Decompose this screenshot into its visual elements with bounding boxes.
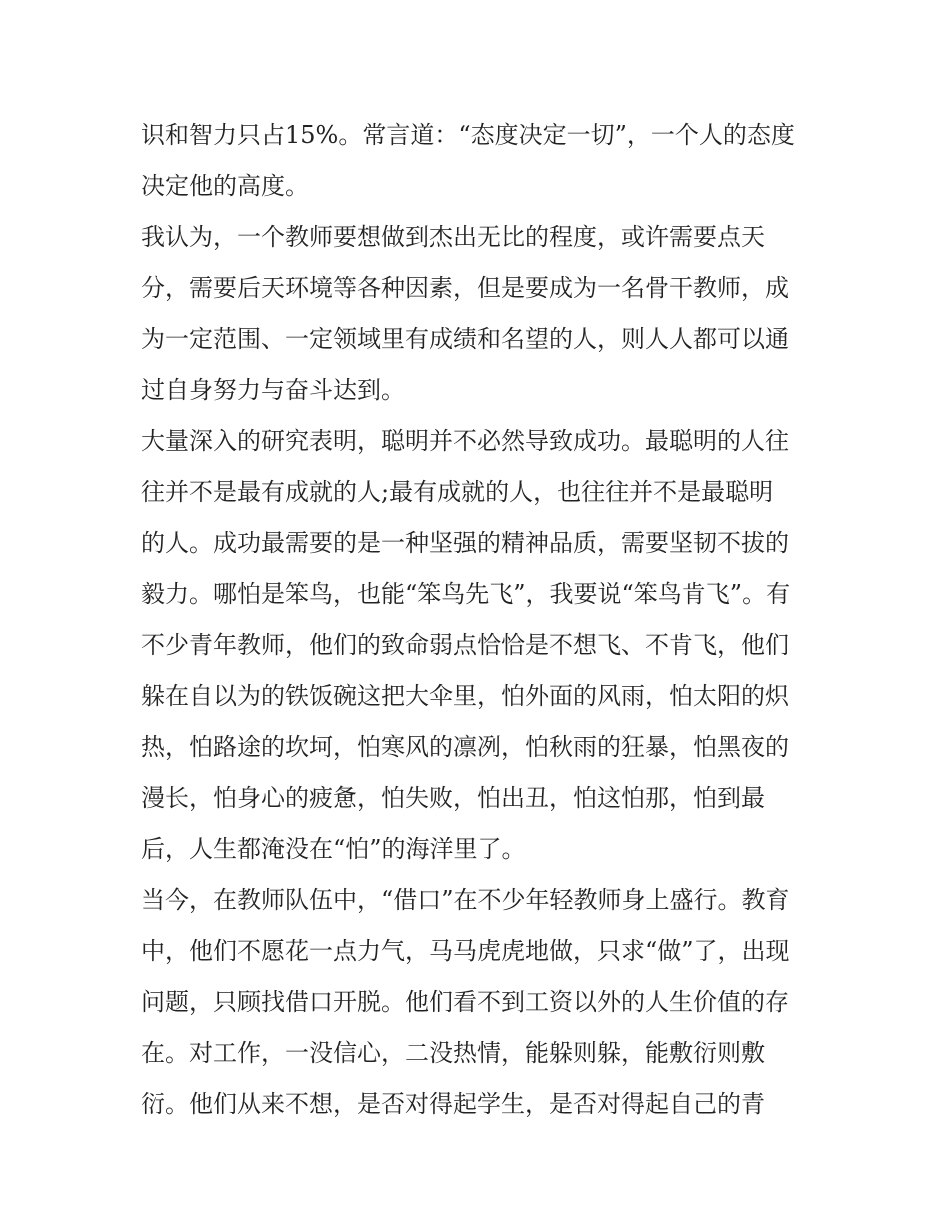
text-line: 不少青年教师，他们的致命弱点恰恰是不想飞、不肯飞，他们 bbox=[141, 631, 789, 659]
text-line: 当今，在教师队伍中，“借口”在不少年轻教师身上盛行。教育 bbox=[141, 886, 790, 914]
text-line: 中，他们不愿花一点力气，马马虎虎地做，只求“做”了，出现 bbox=[141, 937, 790, 965]
text-line: 我认为，一个教师要想做到杰出无比的程度，或许需要点天 bbox=[141, 223, 765, 251]
text-line: 躲在自以为的铁饭碗这把大伞里，怕外面的风雨，怕太阳的炽 bbox=[141, 682, 789, 710]
text-line: 的人。成功最需要的是一种坚强的精神品质，需要坚韧不拔的 bbox=[141, 529, 789, 557]
text-line: 决定他的高度。 bbox=[141, 172, 309, 200]
document-text-body bbox=[141, 110, 831, 1130]
text-line: 在。对工作，一没信心，二没热情，能躲则躲，能敷衍则敷 bbox=[141, 1039, 765, 1067]
text-line: 为一定范围、一定领域里有成绩和名望的人，则人人都可以通 bbox=[141, 325, 789, 353]
text-line: 漫长，怕身心的疲惫，怕失败，怕出丑，怕这怕那，怕到最 bbox=[141, 784, 765, 812]
text-line: 热，怕路途的坎坷，怕寒风的凛冽，怕秋雨的狂暴，怕黑夜的 bbox=[141, 733, 789, 761]
text-line: 过自身努力与奋斗达到。 bbox=[141, 376, 405, 404]
text-line: 识和智力只占15%。常言道：“态度决定一切”，一个人的态度 bbox=[141, 121, 795, 149]
text-line: 毅力。哪怕是笨鸟，也能“笨鸟先飞”，我要说“笨鸟肯飞”。有 bbox=[141, 580, 791, 608]
text-line: 往并不是最有成就的人;最有成就的人，也往往并不是最聪明 bbox=[141, 478, 774, 506]
text-line: 分，需要后天环境等各种因素，但是要成为一名骨干教师，成 bbox=[141, 274, 789, 302]
text-line: 大量深入的研究表明，聪明并不必然导致成功。最聪明的人往 bbox=[141, 427, 789, 455]
text-line: 衍。他们从来不想，是否对得起学生，是否对得起自己的青 bbox=[141, 1090, 765, 1118]
text-line: 问题，只顾找借口开脱。他们看不到工资以外的人生价值的存 bbox=[141, 988, 789, 1016]
text-line: 后，人生都淹没在“怕”的海洋里了。 bbox=[141, 835, 526, 863]
